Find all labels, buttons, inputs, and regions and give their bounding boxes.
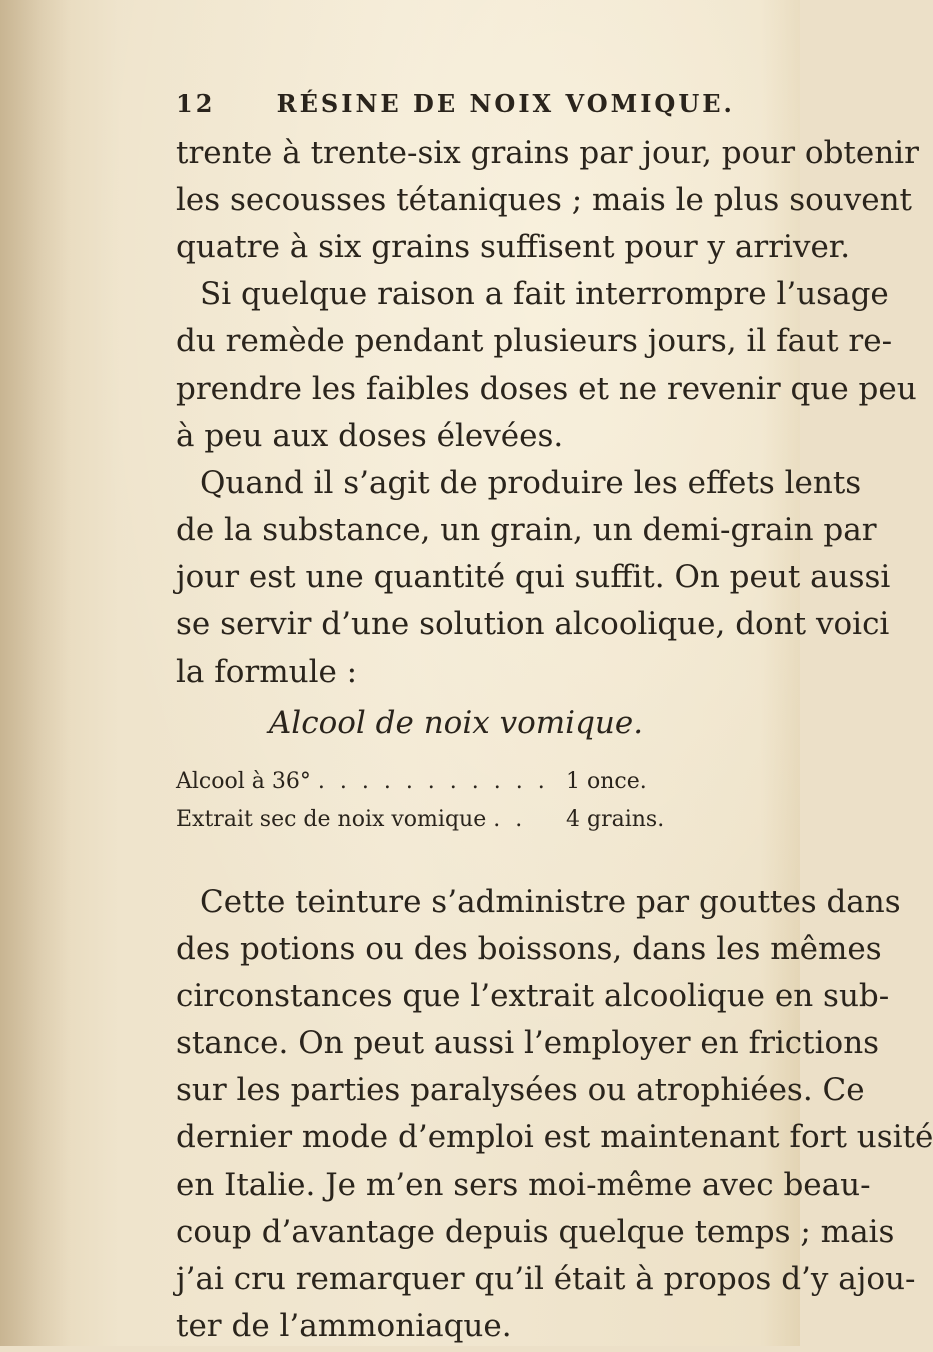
formula-item-quantity: 4 grains. <box>566 806 665 832</box>
text-line: se servir d’une solution alcoolique, dont voici <box>176 606 890 643</box>
page-number: 12 <box>176 88 216 118</box>
text-line: de la substance, un grain, un demi-grain par <box>176 512 877 549</box>
text-line: des potions ou des boissons, dans les mêmes <box>176 930 882 967</box>
running-title: RÉSINE DE NOIX VOMIQUE. <box>276 88 735 118</box>
formula-item-name: Alcool à 36° . . . . . . . . . . . <box>176 769 549 795</box>
text-line: à peu aux doses élevées. <box>176 417 564 454</box>
text-line: jour est une quantité qui suffit. On peut aussi <box>176 559 891 596</box>
text-line: dernier mode d’emploi est maintenant fort usité <box>176 1119 933 1156</box>
page-header <box>176 89 736 118</box>
text-line: coup d’avantage depuis quelque temps ; mais <box>176 1213 895 1250</box>
text-line: circonstances que l’extrait alcoolique en sub- <box>176 977 890 1014</box>
text-line: Cette teinture s’administre par gouttes dans <box>200 883 901 920</box>
text-line: du remède pendant plusieurs jours, il faut re- <box>176 323 893 360</box>
formula-item-name: Extrait sec de noix vomique . . <box>176 806 527 832</box>
text-line: stance. On peut aussi l’employer en frictions <box>176 1025 880 1062</box>
text-line: sur les parties paralysées ou atrophiées. Ce <box>176 1072 865 1109</box>
text-line: trente à trente-six grains par jour, pour obtenir <box>176 134 919 171</box>
formula-title: Alcool de noix vomique. <box>268 704 644 741</box>
formula-item <box>176 807 736 832</box>
text-line: Quand il s’agit de produire les effets lents <box>200 464 862 501</box>
text-line: la formule : <box>176 653 358 690</box>
formula-item-quantity: 1 once. <box>566 769 647 795</box>
text-line: prendre les faibles doses et ne revenir que peu <box>176 370 917 407</box>
formula-item <box>176 769 736 794</box>
text-line: ter de l’ammoniaque. <box>176 1307 512 1344</box>
page-gutter-stain <box>0 0 70 1346</box>
text-line: Si quelque raison a fait interrompre l’usage <box>200 276 889 313</box>
text-line: en Italie. Je m’en sers moi-même avec beau- <box>176 1166 871 1203</box>
text-line: quatre à six grains suffisent pour y arriver. <box>176 229 851 266</box>
text-line: les secousses tétaniques ; mais le plus souvent <box>176 181 913 218</box>
text-line: j’ai cru remarquer qu’il était à propos d’y ajou- <box>176 1260 916 1297</box>
